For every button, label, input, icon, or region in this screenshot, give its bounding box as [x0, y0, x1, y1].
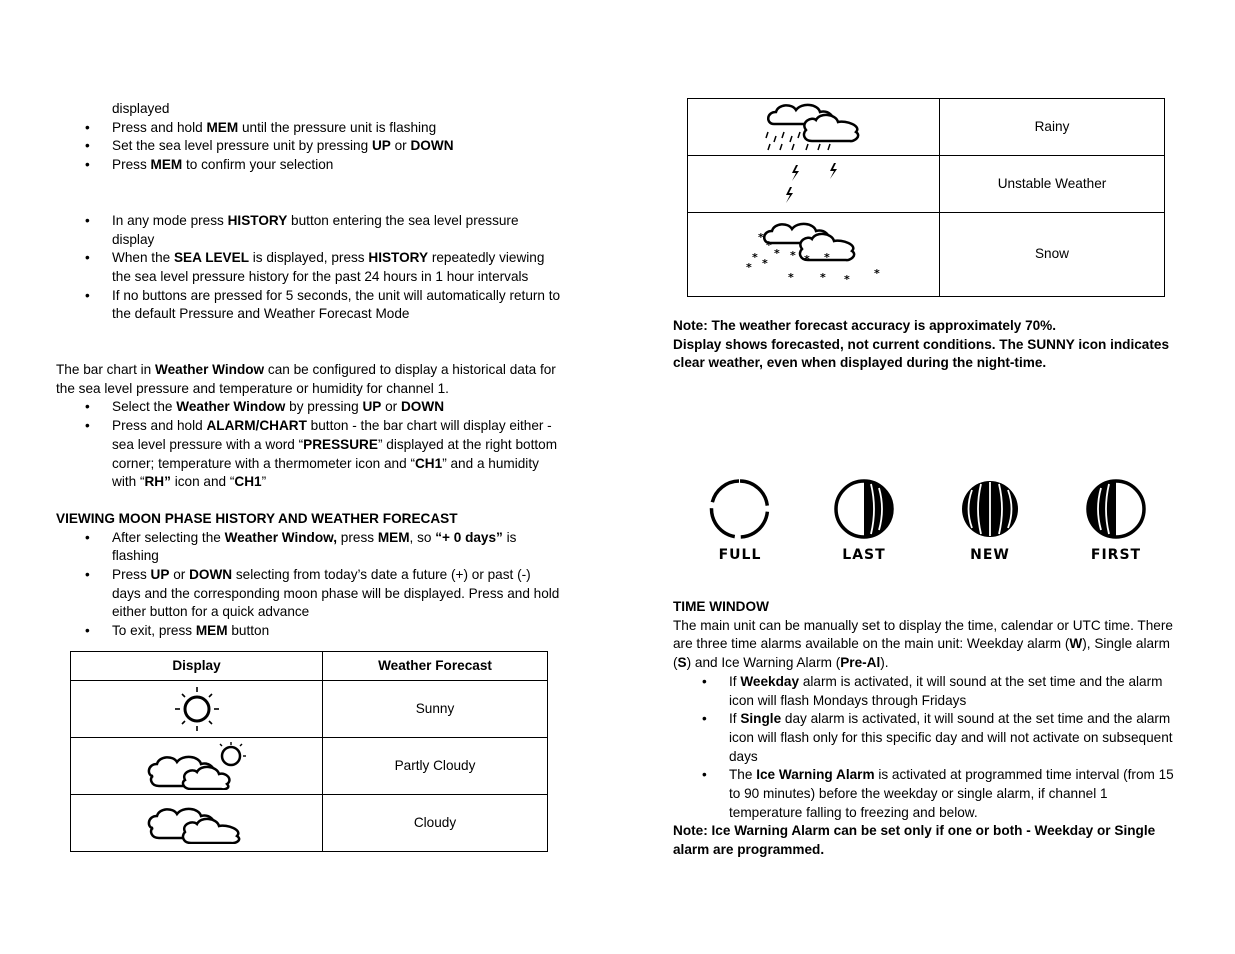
list-item: • Press and hold MEM until the pressure unit is flashing [56, 119, 561, 138]
svg-text:*: * [787, 270, 794, 284]
forecast-label: Sunny [323, 681, 548, 738]
display-note: Display shows forecasted, not current conditions. The SUNNY icon indicates clear weather, even when displayed during the night-time. [673, 336, 1170, 371]
full-moon-icon [709, 478, 771, 540]
moon-full [700, 478, 780, 565]
table-row [688, 213, 1165, 297]
first-quarter-icon [1085, 478, 1147, 540]
forecast-label: Rainy [940, 99, 1165, 156]
svg-text:*: * [789, 248, 796, 262]
table-row [71, 738, 548, 795]
moon-last [824, 478, 904, 565]
time-window-section [673, 598, 1183, 860]
svg-text:*: * [873, 266, 880, 280]
partly-cloudy-icon [71, 738, 323, 795]
table-row [688, 156, 1165, 213]
moon-label: FULL [718, 547, 762, 563]
moon-label: LAST [842, 547, 886, 563]
svg-text:*: * [751, 250, 758, 264]
lightning-icon [688, 156, 940, 213]
accuracy-note: Note: The weather forecast accuracy is approximately 70%. [673, 318, 1057, 333]
list-item: • In any mode press HISTORY button entering the sea level pressure display [56, 212, 561, 249]
rain-icon [688, 99, 940, 156]
list-item: • The Ice Warning Alarm is activated at programmed time interval (from 15 to 90 minutes) before the weekday or single alarm, if channel 1 temperature falling to freezing and below. [673, 766, 1183, 822]
moon-label: NEW [970, 547, 1010, 563]
svg-text:*: * [803, 252, 810, 266]
moon-new [950, 478, 1030, 565]
forecast-table-left [70, 651, 548, 852]
time-window-paragraph: The main unit can be manually set to display the time, calendar or UTC time. There are three time alarms available on the main unit: Weekday alarm (W), Single alarm (S) and Ice Warning Alarm (Pre-Al). [673, 617, 1173, 671]
list-item: • When the SEA LEVEL is displayed, press HISTORY repeatedly viewing the sea level pressure history for the past 24 hours in 1 hour intervals [56, 249, 561, 286]
svg-text:*: * [823, 250, 830, 264]
list-item: • Select the Weather Window by pressing UP or DOWN [56, 398, 561, 417]
moon-label: FIRST [1090, 547, 1142, 563]
forecast-table-right [687, 98, 1165, 297]
list-item: • Press MEM to confirm your selection [56, 156, 561, 175]
left-column [56, 100, 561, 641]
svg-text:*: * [773, 246, 780, 260]
alarm-list [673, 673, 1183, 823]
list-item: • If Weekday alarm is activated, it will sound at the set time and the alarm icon will flash Mondays through Fridays [673, 673, 1183, 710]
list-item: • If no buttons are pressed for 5 seconds, the unit will automatically return to the default Pressure and Weather Forecast Mode [56, 287, 561, 324]
svg-text:*: * [843, 272, 850, 286]
moon-first [1076, 478, 1156, 565]
svg-text:*: * [765, 238, 772, 252]
list-item: • If Single day alarm is activated, it will sound at the set time and the alarm icon will flash only for this specific day and will not activate on subsequent days [673, 710, 1183, 766]
bar-chart-paragraph: The bar chart in Weather Window can be configured to display a historical data for the sea level pressure and temperature or humidity for channel 1. [56, 362, 556, 396]
list-item: • Press UP or DOWN selecting from today’s date a future (+) or past (-) days and the corresponding moon phase will be displayed. Press and hold either button for a quick advance [56, 566, 561, 622]
forecast-label: Cloudy [323, 795, 548, 852]
svg-text:*: * [819, 270, 826, 284]
forecast-label: Snow [940, 213, 1165, 297]
svg-text:*: * [757, 230, 764, 244]
svg-text:*: * [761, 256, 768, 270]
forecast-label: Partly Cloudy [323, 738, 548, 795]
list-item: • Set the sea level pressure unit by pressing UP or DOWN [56, 137, 561, 156]
moon-phase-legend [700, 478, 1170, 573]
new-moon-icon [959, 478, 1021, 540]
moon-phase-steps [56, 529, 561, 641]
last-quarter-icon [833, 478, 895, 540]
table-row [688, 99, 1165, 156]
continuation-line: displayed [112, 101, 170, 116]
svg-text:*: * [745, 260, 752, 274]
forecast-label: Unstable Weather [940, 156, 1165, 213]
list-item: • Press and hold ALARM/CHART button - the bar chart will display either - sea level pressure with a word “PRESSURE” displayed at the right bottom corner; temperature with a thermometer icon and “CH1” and a humidity with “RH” icon and “CH1” [56, 417, 561, 492]
forecast-column-header: Weather Forecast [323, 652, 548, 681]
right-column [673, 98, 1183, 373]
list-item: • After selecting the Weather Window, press MEM, so “+ 0 days” is flashing [56, 529, 561, 566]
table-row [71, 681, 548, 738]
ice-warning-note: Note: Ice Warning Alarm can be set only if one or both - Weekday or Single alarm are programmed. [673, 823, 1156, 858]
pressure-unit-steps [56, 119, 561, 175]
bar-chart-steps [56, 398, 561, 492]
display-column-header: Display [71, 652, 323, 681]
table-row [71, 795, 548, 852]
time-window-heading: TIME WINDOW [673, 599, 769, 614]
sun-icon [71, 681, 323, 738]
history-steps [56, 212, 561, 324]
list-item: • To exit, press MEM button [56, 622, 561, 641]
moon-phase-heading: VIEWING MOON PHASE HISTORY AND WEATHER FORECAST [56, 510, 458, 526]
cloudy-icon [71, 795, 323, 852]
snow-icon [688, 213, 940, 297]
